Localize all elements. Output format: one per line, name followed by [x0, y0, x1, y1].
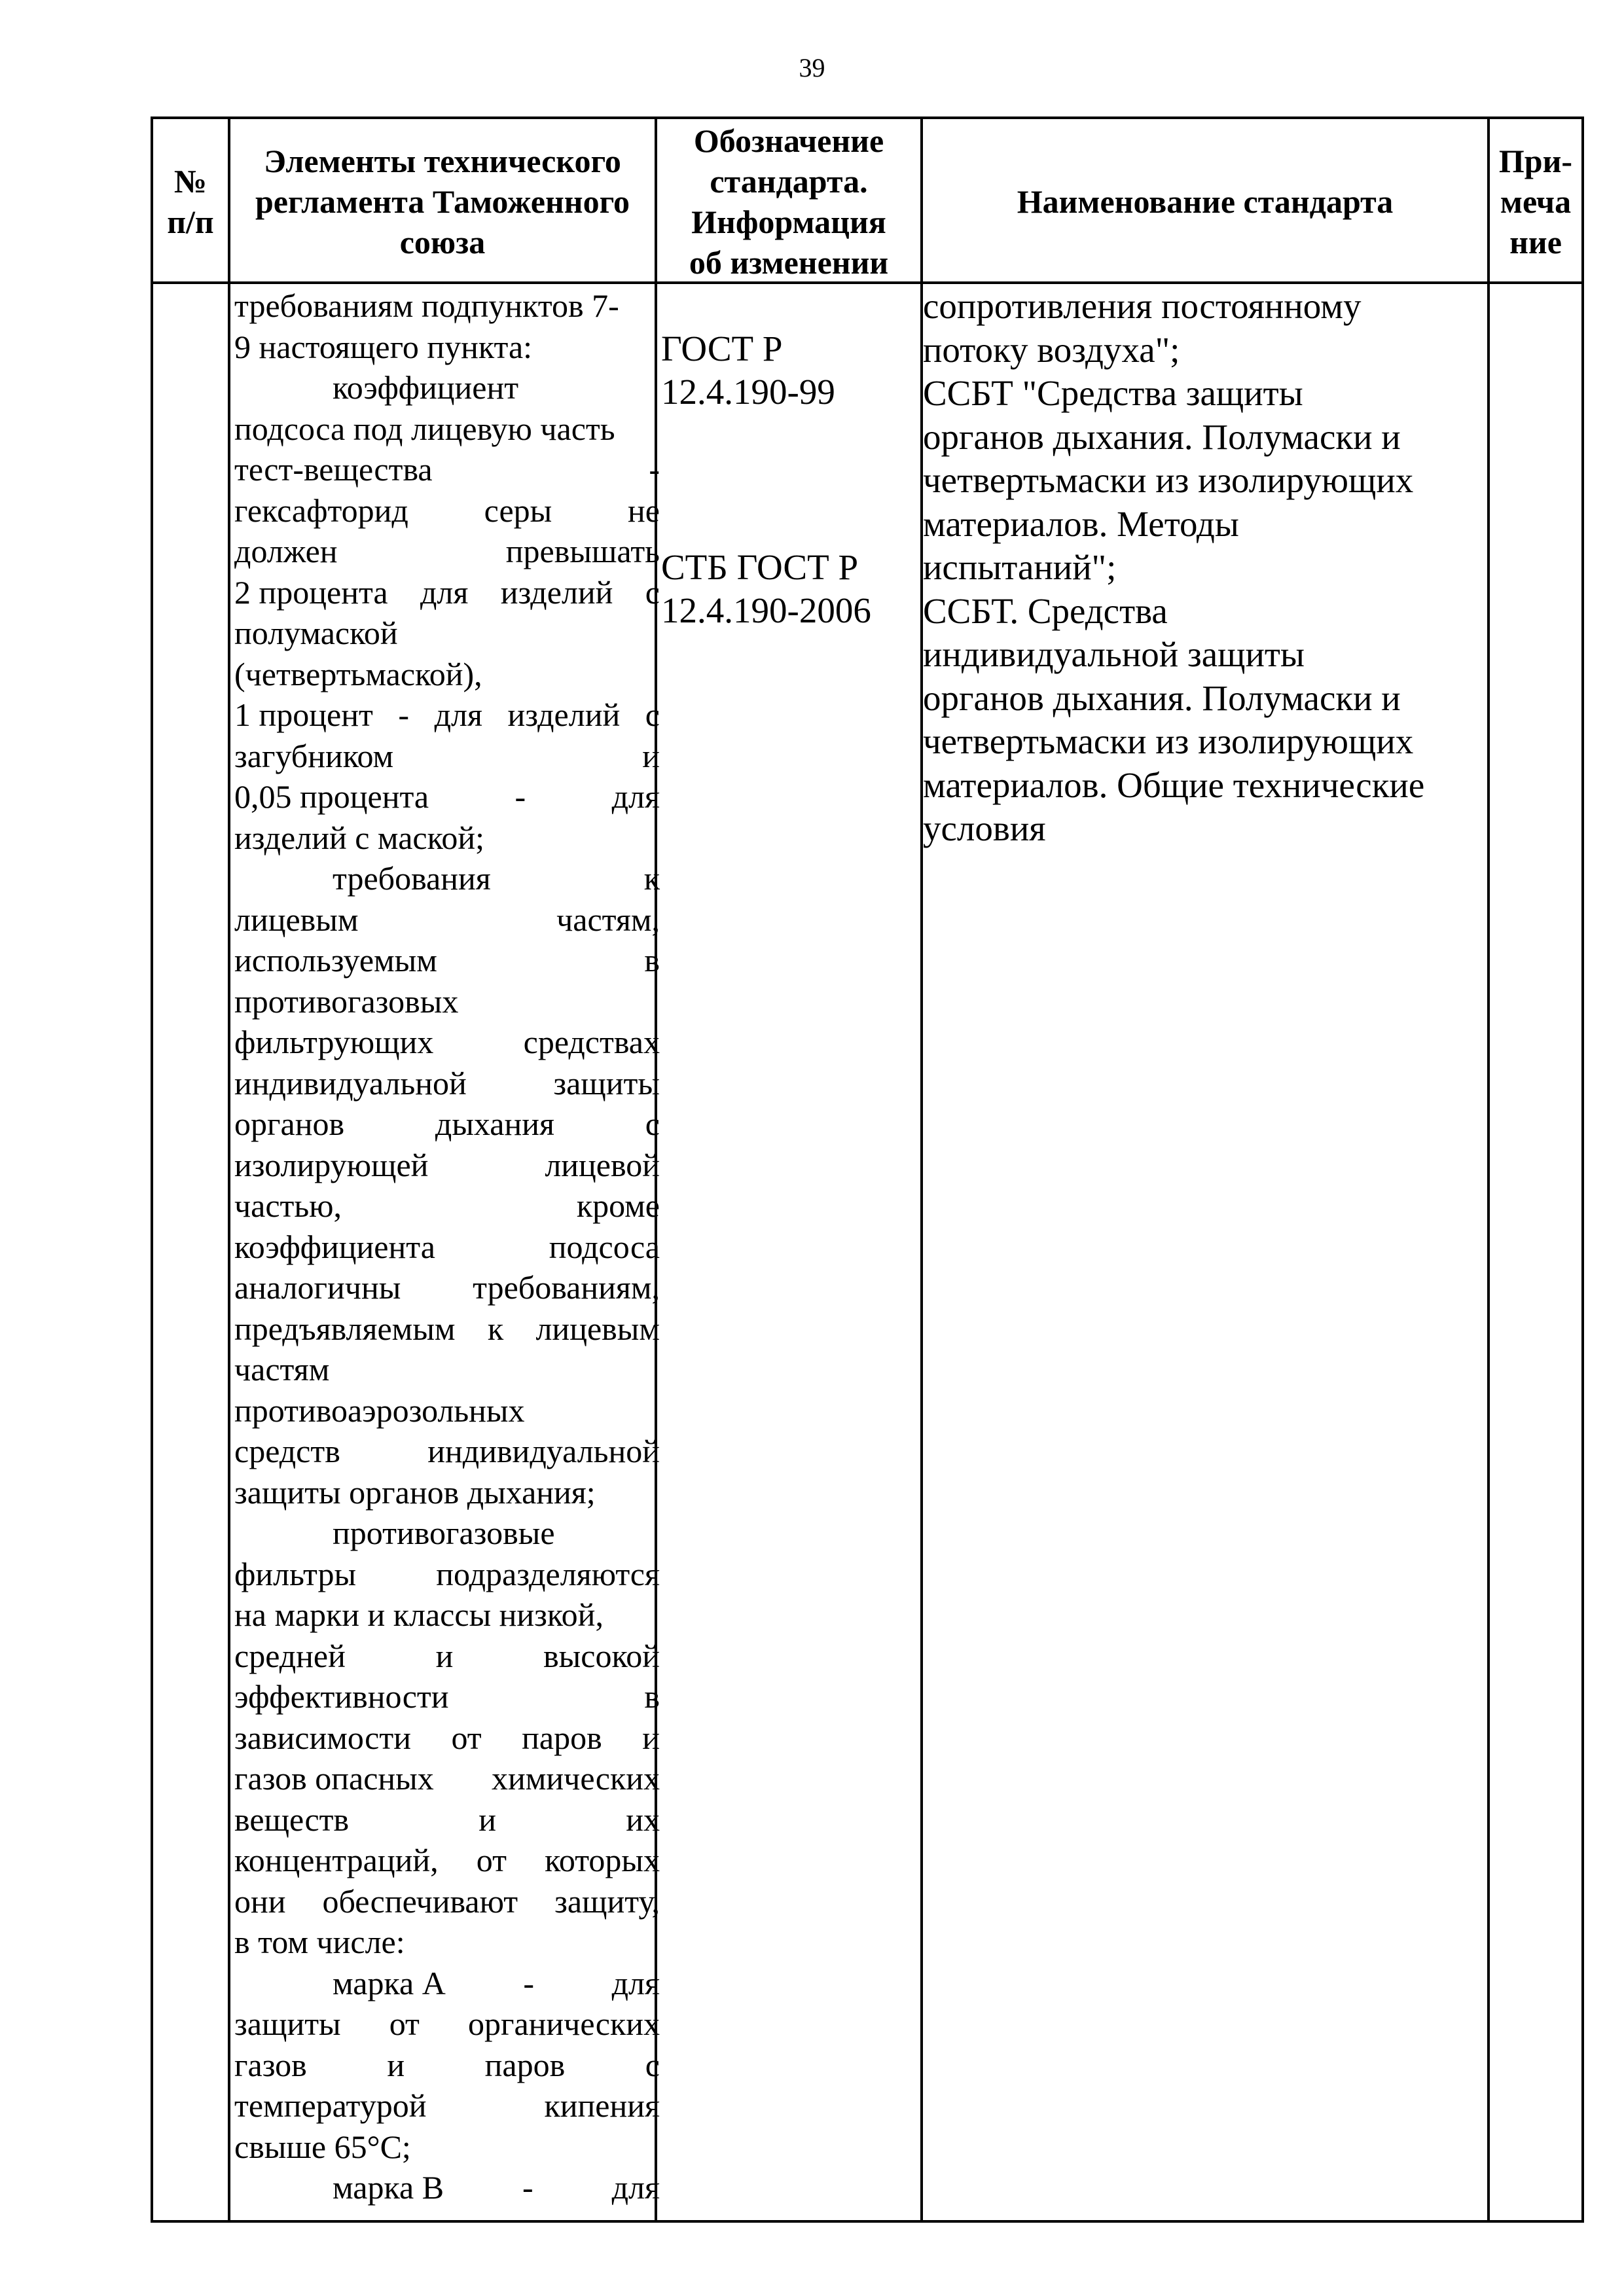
elements-line: [234, 531, 660, 572]
standard-name-line: органов дыхания. Полумаски и: [923, 677, 1401, 718]
header-number: [153, 119, 228, 284]
elements-word: к: [643, 860, 660, 897]
standard-code-line: СТБ ГОСТ Р: [661, 547, 859, 587]
header-note-line: При-: [1498, 143, 1573, 179]
elements-word: свыше 65°C;: [234, 2128, 411, 2165]
elements-word: -: [514, 778, 526, 815]
standard-name-line: органов дыхания. Полумаски и: [923, 416, 1401, 457]
elements-word: для: [611, 2169, 660, 2206]
elements-line: [234, 981, 660, 1022]
elements-word: серы: [484, 492, 552, 529]
elements-word: и: [642, 737, 660, 774]
header-number-line: п/п: [167, 204, 214, 240]
elements-line: [234, 490, 660, 531]
elements-word: и: [642, 1719, 660, 1756]
elements-word: температурой: [234, 2087, 427, 2124]
header-elements-line: Элементы технического: [264, 143, 621, 179]
elements-word: с: [645, 1105, 660, 1142]
elements-word: от: [451, 1719, 482, 1756]
elements-word: паров: [522, 1719, 602, 1756]
elements-word: для: [611, 1964, 660, 2001]
elements-word: частям,: [556, 901, 660, 938]
header-elements-line: союза: [399, 224, 486, 260]
standard-name-line: материалов. Методы: [923, 503, 1239, 544]
elements-word: в: [644, 1678, 660, 1715]
elements-word: изделий: [507, 696, 621, 733]
elements-word: от: [389, 2005, 420, 2042]
elements-word: и: [387, 2046, 405, 2083]
elements-word: кипения: [544, 2087, 660, 2124]
elements-word: фильтры: [234, 1555, 357, 1592]
elements-word: изделий с маской;: [234, 819, 484, 856]
elements-line: [234, 2003, 660, 2045]
elements-word: используемым: [234, 942, 437, 978]
elements-word: веществ: [234, 1801, 350, 1838]
standard-name-line: сопротивления постоянному: [923, 286, 1362, 326]
elements-word: химических: [492, 1760, 660, 1797]
elements-line: [234, 1267, 660, 1308]
elements-line: [234, 1063, 660, 1104]
elements-line: [234, 1881, 660, 1922]
elements-line: [234, 1922, 660, 1963]
elements-line: [234, 654, 660, 695]
elements-word: газов: [234, 2046, 307, 2083]
elements-word: тест-вещества: [234, 451, 433, 488]
elements-word: с: [645, 2046, 660, 2083]
elements-word: в: [644, 942, 660, 978]
standard-code-line: 12.4.190-2006: [661, 590, 871, 630]
header-standard-code: [657, 119, 920, 284]
header-elements: [230, 119, 655, 284]
elements-line: [234, 572, 660, 613]
page-number: 39: [799, 53, 825, 82]
standard-name-line: материалов. Общие технические: [923, 764, 1425, 805]
elements-word: защиты органов дыхания;: [234, 1473, 596, 1511]
elements-word: 1 процент: [234, 696, 373, 733]
elements-line: [234, 1390, 660, 1431]
elements-word: не: [628, 492, 660, 529]
standard-name-line: потоку воздуха";: [923, 329, 1180, 370]
elements-word: кроме: [576, 1187, 660, 1224]
elements-word: гексафторид: [234, 492, 408, 529]
elements-line: [234, 736, 660, 777]
elements-word: эффективности: [234, 1678, 449, 1715]
elements-word: с: [645, 573, 660, 611]
elements-word: полумаской: [234, 615, 398, 651]
elements-word: защиты: [553, 1064, 660, 1102]
elements-line: [234, 1185, 660, 1227]
header-standard-name: [923, 119, 1487, 284]
elements-word: органических: [467, 2005, 660, 2042]
elements-word: обеспечивают: [322, 1882, 518, 1920]
header-note-line: меча: [1500, 183, 1572, 220]
elements-word: они: [234, 1882, 286, 1920]
standard-name-line: индивидуальной защиты: [923, 634, 1305, 674]
elements-word: индивидуальной: [234, 1064, 467, 1102]
elements-line: [234, 940, 660, 981]
elements-word: органов: [234, 1105, 345, 1142]
elements-line: [234, 899, 660, 941]
elements-word: изделий: [500, 573, 613, 611]
elements-line: [234, 1103, 660, 1145]
header-code-line: Обозначение: [693, 122, 884, 159]
elements-line: [234, 1840, 660, 1881]
elements-word: дыхания: [435, 1105, 554, 1142]
elements-line: [234, 858, 660, 899]
elements-line: [234, 1022, 660, 1063]
elements-word: лицевым: [535, 1310, 660, 1347]
elements-word: аналогичны: [234, 1269, 401, 1306]
elements-word: средств: [234, 1433, 340, 1469]
elements-line: [234, 1799, 660, 1840]
elements-word: должен: [234, 533, 338, 569]
elements-word: 2 процента: [234, 573, 388, 611]
elements-line: [234, 1676, 660, 1717]
elements-word: -: [523, 1964, 535, 2001]
col-divider: [1487, 119, 1490, 2220]
elements-line: [234, 2167, 660, 2208]
elements-word: противогазовых: [234, 982, 459, 1020]
elements-word: марка В: [333, 2169, 444, 2206]
standard-name-line: четвертьмаски из изолирующих: [923, 460, 1414, 500]
elements-line: [234, 2045, 660, 2086]
elements-line: [234, 613, 660, 654]
elements-word: к: [487, 1310, 504, 1347]
elements-word: фильтрующих: [234, 1024, 434, 1060]
elements-word: от: [476, 1842, 507, 1878]
elements-word: и: [435, 1637, 454, 1674]
elements-word: лицевой: [545, 1146, 660, 1183]
elements-line: [234, 1594, 660, 1636]
elements-line: [234, 1349, 660, 1390]
elements-word: средствах: [523, 1024, 660, 1060]
elements-word: -: [522, 2169, 533, 2206]
elements-word: превышать: [505, 533, 660, 569]
elements-word: -: [649, 451, 660, 488]
elements-line: [234, 1554, 660, 1595]
elements-line: [234, 1963, 660, 2004]
elements-word: для: [420, 573, 469, 611]
elements-word: требования: [333, 860, 491, 897]
elements-word: газов опасных: [234, 1760, 434, 1797]
elements-word: концентраций,: [234, 1842, 439, 1878]
elements-word: марка А: [333, 1964, 446, 2001]
standard-name-line: испытаний";: [923, 547, 1117, 587]
elements-word: высокой: [543, 1637, 660, 1674]
header-standard-name-text: Наименование стандарта: [1017, 183, 1394, 220]
standard-name-line: четвертьмаски из изолирующих: [923, 721, 1414, 761]
elements-line: [234, 1145, 660, 1186]
elements-word: противоаэрозольных: [234, 1391, 525, 1429]
elements-line: [234, 694, 660, 736]
elements-word: 9 настоящего пункта:: [234, 328, 533, 365]
standard-code-2: [661, 546, 871, 632]
elements-line: [234, 2085, 660, 2126]
elements-word: подсоса под лицевую часть: [234, 410, 615, 447]
elements-word: 0,05 процента: [234, 778, 429, 815]
header-elements-line: регламента Таможенного: [255, 183, 630, 220]
header-number-line: №: [173, 163, 208, 200]
elements-line: [234, 285, 660, 327]
elements-word: паров: [484, 2046, 566, 2083]
elements-line: [234, 1717, 660, 1759]
elements-line: [234, 327, 660, 368]
elements-line: [234, 1513, 758, 1554]
elements-line: [234, 2126, 660, 2168]
elements-word: предъявляемым: [234, 1310, 456, 1347]
col-divider: [228, 119, 230, 2220]
elements-line: [234, 817, 660, 859]
elements-word: требованиям подпунктов 7-: [234, 287, 619, 324]
header-code-line: стандарта.: [710, 163, 868, 200]
header-note-line: ние: [1509, 224, 1562, 260]
elements-word: частям: [234, 1351, 330, 1388]
elements-line: [234, 408, 660, 450]
elements-line: [234, 1758, 660, 1799]
elements-word: для: [434, 696, 482, 733]
elements-line: [234, 776, 660, 817]
elements-line: [234, 1431, 660, 1472]
elements-word: подразделяются: [436, 1555, 660, 1592]
elements-word: (четвертьмаской),: [234, 655, 482, 692]
elements-word: с: [645, 696, 660, 733]
cell-standard-name: [923, 285, 1424, 851]
elements-word: защиты: [234, 2005, 341, 2042]
elements-word: требованиям,: [473, 1269, 660, 1306]
elements-word: их: [626, 1801, 660, 1838]
elements-line: [234, 1308, 660, 1350]
elements-word: подсоса: [549, 1228, 660, 1265]
elements-word: в том числе:: [234, 1924, 405, 1960]
elements-line: [234, 449, 660, 490]
header-code-line: об изменении: [689, 244, 889, 281]
header-note: [1490, 119, 1581, 284]
elements-word: загубником: [234, 737, 394, 774]
elements-line: [234, 1636, 660, 1677]
standard-code-line: 12.4.190-99: [661, 372, 835, 412]
elements-word: индивидуальной: [427, 1433, 660, 1469]
elements-line: [234, 1227, 660, 1268]
elements-word: коэффициент: [333, 369, 519, 406]
elements-word: противогазовые: [333, 1515, 555, 1551]
elements-word: зависимости: [234, 1719, 411, 1756]
elements-word: на марки и классы низкой,: [234, 1596, 604, 1633]
elements-word: частью,: [234, 1187, 342, 1224]
standard-code-line: ГОСТ Р: [661, 329, 783, 368]
elements-word: которых: [545, 1842, 660, 1878]
standard-name-line: ССБТ. Средства: [923, 590, 1168, 631]
elements-word: и: [478, 1801, 497, 1838]
standard-code-1: [661, 327, 835, 414]
elements-word: коэффициента: [234, 1228, 435, 1265]
elements-line: [234, 1472, 660, 1513]
elements-word: лицевым: [234, 901, 359, 938]
standard-name-line: ССБТ "Средства защиты: [923, 373, 1303, 413]
standard-name-line: условия: [923, 808, 1046, 848]
elements-word: защиту,: [554, 1882, 660, 1920]
elements-word: изолирующей: [234, 1146, 429, 1183]
elements-word: для: [611, 778, 660, 815]
header-code-line: Информация: [691, 204, 886, 240]
elements-word: -: [398, 696, 410, 733]
elements-word: средней: [234, 1637, 346, 1674]
